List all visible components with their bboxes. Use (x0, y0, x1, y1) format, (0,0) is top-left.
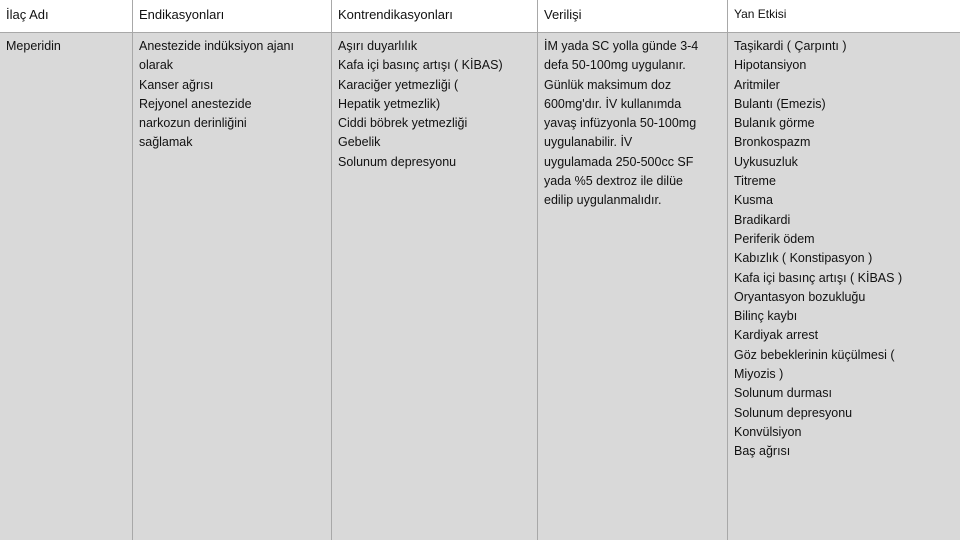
side-effect-line: Titreme (734, 174, 776, 189)
side-effect-line: Aritmiler (734, 77, 780, 92)
column-divider (727, 0, 728, 540)
side-effect-line: Periferik ödem (734, 231, 815, 246)
contraindication-line: Kafa içi basınç artışı ( KİBAS) (338, 58, 503, 73)
side-effect-line: Solunum depresyonu (734, 405, 853, 420)
contraindication-line: Ciddi böbrek yetmezliği (338, 116, 468, 131)
column-divider (132, 0, 133, 540)
header-drug-name: İlaç Adı (6, 7, 49, 22)
side-effect-line: Solunum durması (734, 386, 832, 401)
side-effect-line: Uykusuzluk (734, 154, 798, 169)
cell-contraindications (338, 33, 503, 540)
side-effect-line: Bulanık görme (734, 116, 815, 131)
side-effect-line: Miyozis ) (734, 367, 784, 382)
header-side-effects: Yan Etkisi (734, 7, 787, 21)
side-effect-line: Bronkospazm (734, 135, 811, 150)
contraindication-line: Karaciğer yetmezliği ( (338, 77, 459, 92)
column-divider (537, 0, 538, 540)
administration-line: defa 50-100mg uygulanır. (544, 58, 686, 73)
administration-line: Günlük maksimum doz (544, 77, 672, 92)
administration-line: uygulamada 250-500cc SF (544, 154, 694, 169)
side-effect-line: Bulantı (Emezis) (734, 96, 826, 111)
indication-line: narkozun derinliğini (139, 116, 247, 131)
side-effect-line: Oryantasyon bozukluğu (734, 289, 866, 304)
side-effect-line: Kardiyak arrest (734, 328, 819, 343)
side-effect-line: Konvülsiyon (734, 424, 802, 439)
administration-line: 600mg'dır. İV kullanımda (544, 96, 682, 111)
cell-side-effects (734, 33, 902, 540)
side-effect-line: Göz bebeklerinin küçülmesi ( (734, 347, 895, 362)
cell-indications (139, 33, 294, 540)
side-effect-line: Kusma (734, 193, 773, 208)
indication-line: Kanser ağrısı (139, 77, 214, 92)
side-effect-line: Bilinç kaybı (734, 309, 798, 324)
contraindication-line: Aşırı duyarlılık (338, 39, 418, 53)
administration-line: yavaş infüzyonla 50-100mg (544, 116, 697, 131)
administration-line: yada %5 dextroz ile dilüe (544, 174, 683, 189)
contraindication-line: Solunum depresyonu (338, 154, 457, 169)
side-effect-line: Kabızlık ( Konstipasyon ) (734, 251, 873, 266)
indication-line: olarak (139, 58, 174, 73)
contraindication-line: Gebelik (338, 135, 381, 150)
administration-line: İM yada SC yolla günde 3-4 (544, 39, 699, 53)
header-contraindications: Kontrendikasyonları (338, 7, 453, 22)
header-administration: Verilişi (544, 7, 582, 22)
side-effect-line: Kafa içi basınç artışı ( KİBAS ) (734, 270, 903, 285)
indication-line: sağlamak (139, 135, 193, 150)
side-effect-line: Hipotansiyon (734, 58, 807, 73)
indication-line: Anestezide indüksiyon ajanı (139, 39, 294, 53)
cell-drug-name (6, 33, 61, 540)
drug-name: Meperidin (6, 39, 61, 53)
indication-line: Rejyonel anestezide (139, 96, 252, 111)
side-effect-line: Bradikardi (734, 212, 791, 227)
column-divider (331, 0, 332, 540)
cell-administration (544, 33, 698, 540)
administration-line: uygulanabilir. İV (544, 135, 633, 150)
side-effect-line: Baş ağrısı (734, 444, 791, 459)
contraindication-line: Hepatik yetmezlik) (338, 96, 441, 111)
table-header-row (0, 0, 960, 33)
table-row (0, 33, 960, 540)
header-indications: Endikasyonları (139, 7, 225, 22)
side-effect-line: Taşikardi ( Çarpıntı ) (734, 39, 847, 53)
administration-line: edilip uygulanmalıdır. (544, 193, 662, 208)
